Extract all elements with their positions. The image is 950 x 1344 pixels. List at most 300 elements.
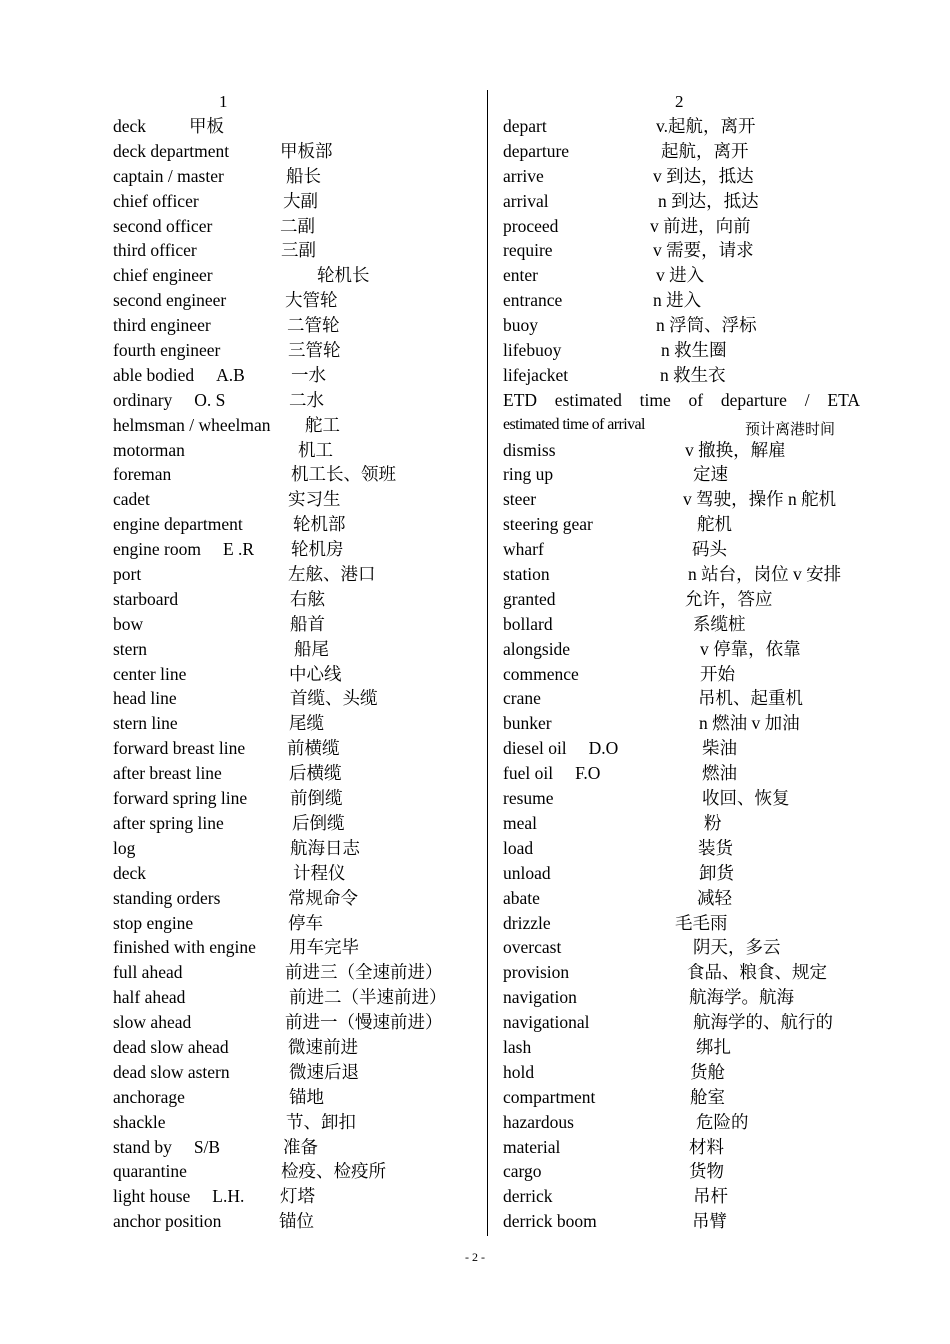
- entry-term-text: buoy: [503, 315, 538, 336]
- entry-row: [503, 288, 868, 313]
- entry-row: [503, 537, 868, 562]
- entry-term-text: stern line: [113, 713, 178, 734]
- entry-term: [503, 612, 553, 637]
- entry-term-text: third engineer: [113, 315, 211, 336]
- left-column-number: 1: [219, 92, 228, 111]
- entry-translation: 燃油: [702, 763, 737, 784]
- entry-term-text: motorman: [113, 439, 185, 460]
- entry-translation: 减轻: [697, 887, 732, 908]
- entry-translation: 航海日志: [290, 837, 360, 858]
- entry-term: [503, 189, 549, 214]
- entry-term: [113, 786, 247, 811]
- entry-translation: 柴油: [702, 738, 737, 759]
- entry-row: [503, 1035, 868, 1060]
- entry-row: [113, 662, 473, 687]
- entry-translation: 船长: [286, 165, 321, 186]
- entry-row: [503, 313, 868, 338]
- entry-translation: 吊臂: [692, 1211, 727, 1232]
- entry-translation: 前进一（慢速前进）: [285, 1012, 443, 1033]
- entry-row: [503, 1135, 868, 1160]
- entry-term-text: require: [503, 240, 553, 261]
- entry-term-text: load: [503, 837, 534, 858]
- entry-row: [113, 1135, 473, 1160]
- entry-row: [113, 338, 473, 363]
- entry-row: [503, 1060, 868, 1085]
- entry-term-text: overcast: [503, 937, 562, 958]
- entry-term: [503, 861, 551, 886]
- entry-term: [503, 1135, 560, 1160]
- entry-translation: 二管轮: [287, 315, 340, 336]
- right-column: [503, 90, 868, 1234]
- entry-term-text: anchor position: [113, 1211, 222, 1232]
- entry-row: [503, 462, 868, 487]
- entry-term: [113, 587, 178, 612]
- entry-row: [503, 761, 868, 786]
- entry-row: [113, 836, 473, 861]
- entry-term-text: cadet: [113, 489, 150, 510]
- entry-translation: 大副: [283, 190, 318, 211]
- entry-row: [503, 562, 868, 587]
- entry-translation: 前横缆: [287, 738, 340, 759]
- entry-term-text: ordinary: [113, 389, 173, 410]
- entry-translation: n 救生衣: [660, 364, 726, 385]
- entry-term: [503, 338, 561, 363]
- entry-translation: 机工: [298, 439, 333, 460]
- entry-translation: 首缆、头缆: [290, 688, 378, 709]
- entry-translation: 码头: [692, 539, 727, 560]
- entry-translation: v 需要，请求: [653, 240, 754, 261]
- entry-term: [503, 662, 579, 687]
- entry-translation: 货物: [689, 1161, 724, 1182]
- entry-term: [503, 1010, 590, 1035]
- entry-term-text: derrick: [503, 1186, 553, 1207]
- eta-term: estimated time of arrival: [503, 415, 645, 433]
- entry-row: [113, 139, 473, 164]
- entry-term-text: dismiss: [503, 439, 556, 460]
- entry-row: [503, 363, 868, 388]
- entry-row: [113, 786, 473, 811]
- entry-translation: 前进三（全速前进）: [285, 962, 443, 983]
- entry-translation: 二副: [280, 215, 315, 236]
- entry-translation: 航海学的、航行的: [693, 1012, 833, 1033]
- entry-term: [113, 1110, 165, 1135]
- entry-term: [113, 1085, 185, 1110]
- entry-row: [503, 512, 868, 537]
- entry-translation: 后倒缆: [292, 812, 345, 833]
- entry-row: [113, 438, 473, 463]
- entry-row: [503, 1184, 868, 1209]
- entry-term-text: abate: [503, 887, 540, 908]
- entry-term-text: anchorage: [113, 1086, 185, 1107]
- entry-row: [113, 512, 473, 537]
- entry-term: [503, 1184, 553, 1209]
- left-entry-list: [113, 114, 473, 1234]
- entry-translation: v 到达，抵达: [653, 165, 754, 186]
- right-column-number: 2: [675, 92, 684, 111]
- entry-row: [503, 164, 868, 189]
- entry-term: [113, 861, 146, 886]
- entry-term: [113, 886, 220, 911]
- entry-term: [113, 1135, 220, 1160]
- entry-term: [113, 1209, 221, 1234]
- entry-term-text: wharf: [503, 539, 544, 560]
- entry-term: [113, 612, 143, 637]
- entry-row: [503, 886, 868, 911]
- entry-translation: 允许，答应: [685, 588, 773, 609]
- entry-term: [113, 214, 212, 239]
- entry-row: [113, 238, 473, 263]
- entry-translation: 前倒缆: [290, 788, 343, 809]
- entry-row: [113, 811, 473, 836]
- entry-term: [113, 562, 141, 587]
- entry-translation: 吊机、起重机: [698, 688, 803, 709]
- entry-abbreviation: E .R: [222, 539, 255, 560]
- entry-term: [113, 363, 245, 388]
- entry-term-text: hazardous: [503, 1111, 574, 1132]
- entry-row: [503, 985, 868, 1010]
- entry-row: [113, 861, 473, 886]
- entry-row: [503, 139, 868, 164]
- entry-term-text: log: [113, 837, 136, 858]
- entry-term: [503, 487, 536, 512]
- entry-translation: 轮机长: [317, 265, 370, 286]
- entry-row: [503, 960, 868, 985]
- entry-row: [113, 1209, 473, 1234]
- entry-term-text: quarantine: [113, 1161, 187, 1182]
- entry-row: [503, 214, 868, 239]
- entry-term-text: able bodied: [113, 364, 195, 385]
- entry-row: [113, 487, 473, 512]
- entry-translation: n 进入: [653, 290, 702, 311]
- entry-row: [113, 1110, 473, 1135]
- entry-row: [503, 1209, 868, 1234]
- entry-term-text: compartment: [503, 1086, 596, 1107]
- etd-line: ETD estimated time of departure / ETA: [503, 389, 860, 410]
- entry-term: [113, 836, 135, 861]
- entry-translation: n 燃油 v 加油: [699, 713, 800, 734]
- entry-term: [113, 462, 171, 487]
- entry-translation: 起航，离开: [661, 140, 749, 161]
- entry-translation: 三管轮: [288, 340, 341, 361]
- entry-term: [503, 462, 553, 487]
- entry-term: [113, 487, 150, 512]
- entry-row: [113, 1060, 473, 1085]
- entry-row: [503, 686, 868, 711]
- right-entry-list-top: [503, 114, 868, 388]
- entry-term: [113, 288, 226, 313]
- entry-term: [503, 911, 551, 936]
- entry-term-text: lifebuoy: [503, 340, 562, 361]
- entry-row: [503, 338, 868, 363]
- entry-term: [503, 313, 538, 338]
- entry-abbreviation: F.O: [575, 763, 601, 784]
- entry-row: [113, 886, 473, 911]
- entry-term-text: second engineer: [113, 290, 227, 311]
- right-entry-list-bottom: [503, 438, 868, 1235]
- entry-term: [503, 1110, 574, 1135]
- entry-translation: 停车: [288, 912, 323, 933]
- entry-term-text: fourth engineer: [113, 340, 221, 361]
- entry-term-text: alongside: [503, 638, 571, 659]
- entry-row: [113, 114, 473, 139]
- entry-translation: v 前进，向前: [650, 215, 751, 236]
- entry-term-text: granted: [503, 588, 556, 609]
- eta-line: [503, 413, 868, 438]
- entry-translation: 准备: [283, 1136, 318, 1157]
- entry-translation: n 到达，抵达: [658, 190, 759, 211]
- entry-row: [503, 238, 868, 263]
- entry-row: [503, 637, 868, 662]
- column-divider: [487, 90, 488, 1236]
- entry-term-text: drizzle: [503, 912, 551, 933]
- entry-term: [113, 960, 182, 985]
- entry-row: [503, 438, 868, 463]
- entry-translation: 食品、粮食、规定: [687, 962, 827, 983]
- entry-row: [503, 662, 868, 687]
- page-number: - 2 -: [465, 1250, 485, 1264]
- entry-row: [503, 736, 868, 761]
- entry-term-text: diesel oil: [503, 738, 567, 759]
- entry-term-text: starboard: [113, 588, 179, 609]
- entry-row: [113, 686, 473, 711]
- entry-term: [503, 736, 618, 761]
- entry-term-text: forward spring line: [113, 788, 248, 809]
- entry-term: [503, 686, 541, 711]
- entry-term: [113, 985, 185, 1010]
- entry-term: [113, 338, 220, 363]
- entry-translation: 微速前进: [288, 1036, 358, 1057]
- entry-term: [503, 139, 569, 164]
- entry-term: [503, 886, 540, 911]
- left-column: [113, 90, 473, 1234]
- entry-row: [503, 114, 868, 139]
- entry-translation: 绑扎: [696, 1036, 731, 1057]
- entry-abbreviation: L.H.: [212, 1186, 245, 1207]
- entry-term-text: standing orders: [113, 887, 221, 908]
- entry-term: [113, 139, 229, 164]
- entry-row: [503, 1110, 868, 1135]
- entry-row: [113, 587, 473, 612]
- entry-row: [503, 189, 868, 214]
- entry-term-text: dead slow ahead: [113, 1036, 229, 1057]
- entry-translation: 船首: [290, 613, 325, 634]
- entry-term-text: stop engine: [113, 912, 194, 933]
- entry-row: [503, 811, 868, 836]
- entry-term-text: deck department: [113, 140, 230, 161]
- entry-row: [113, 313, 473, 338]
- entry-term-text: foreman: [113, 464, 172, 485]
- entry-row: [113, 736, 473, 761]
- entry-term-text: departure: [503, 140, 570, 161]
- entry-translation: 一水: [291, 364, 326, 385]
- entry-translation: v 停靠，依靠: [700, 638, 801, 659]
- entry-term: [113, 537, 254, 562]
- entry-term-text: station: [503, 564, 550, 585]
- entry-translation: 左舷、港口: [288, 564, 376, 585]
- entry-translation: 前进二（半速前进）: [289, 987, 447, 1008]
- entry-term: [503, 811, 537, 836]
- entry-row: [113, 214, 473, 239]
- entry-term-text: half ahead: [113, 987, 186, 1008]
- entry-term: [113, 637, 147, 662]
- entry-translation: 阴天，多云: [693, 937, 781, 958]
- entry-term: [113, 935, 256, 960]
- entry-translation: 材料: [689, 1136, 724, 1157]
- entry-term: [503, 238, 553, 263]
- entry-term: [503, 1035, 531, 1060]
- entry-term-text: commence: [503, 663, 579, 684]
- entry-translation: 大管轮: [285, 290, 338, 311]
- entry-term-text: shackle: [113, 1111, 166, 1132]
- entry-term: [113, 438, 185, 463]
- entry-term: [503, 164, 544, 189]
- entry-row: [113, 935, 473, 960]
- entry-row: [113, 189, 473, 214]
- entry-term: [503, 1085, 595, 1110]
- entry-term-text: proceed: [503, 215, 559, 236]
- entry-row: [113, 761, 473, 786]
- entry-term: [113, 711, 178, 736]
- entry-term: [503, 960, 569, 985]
- entry-term-text: lifejacket: [503, 364, 569, 385]
- entry-term-text: stern: [113, 638, 148, 659]
- entry-term-text: engine room: [113, 539, 201, 560]
- entry-term: [503, 935, 561, 960]
- entry-term: [113, 761, 222, 786]
- entry-translation: 甲板部: [280, 140, 333, 161]
- entry-term-text: deck: [113, 116, 147, 136]
- entry-term-text: after spring line: [113, 812, 224, 833]
- entry-term-text: crane: [503, 688, 541, 709]
- entry-translation: v 撤换，解雇: [685, 439, 786, 460]
- entry-term: [113, 1159, 187, 1184]
- entry-translation: n 站台，岗位 v 安排: [688, 564, 842, 585]
- entry-translation: 机工长、领班: [291, 464, 396, 485]
- entry-translation: 收回、恢复: [702, 788, 790, 809]
- entry-translation: 尾缆: [289, 713, 324, 734]
- entry-translation: 定速: [693, 464, 728, 485]
- entry-term: [503, 288, 562, 313]
- entry-term-text: helmsman / wheelman: [113, 414, 271, 435]
- entry-term-text: stand by: [113, 1136, 172, 1157]
- entry-term: [503, 1209, 597, 1234]
- entry-translation: v 驾驶，操作 n 舵机: [683, 489, 837, 510]
- entry-term-text: depart: [503, 116, 547, 136]
- entry-translation: n 浮筒、浮标: [656, 315, 757, 336]
- entry-term-text: chief officer: [113, 190, 199, 211]
- entry-translation: 后横缆: [289, 763, 342, 784]
- entry-translation: v.起航，离开: [656, 116, 756, 136]
- entry-row: [113, 911, 473, 936]
- entry-translation: 航海学。航海: [689, 987, 794, 1008]
- entry-term: [503, 587, 555, 612]
- entry-row: [503, 587, 868, 612]
- entry-term-text: meal: [503, 812, 538, 833]
- entry-term-text: provision: [503, 962, 570, 983]
- entry-term-text: captain / master: [113, 165, 224, 186]
- entry-term: [503, 637, 570, 662]
- entry-term: [503, 438, 556, 463]
- entry-term-text: cargo: [503, 1161, 542, 1182]
- entry-translation: 灯塔: [280, 1186, 315, 1207]
- entry-translation: 危险的: [696, 1111, 749, 1132]
- entry-translation: 系缆桩: [693, 613, 746, 634]
- entry-term: [113, 164, 224, 189]
- entry-row: [113, 637, 473, 662]
- entry-term: [503, 985, 577, 1010]
- entry-translation: 轮机房: [291, 539, 344, 560]
- entry-row: [503, 487, 868, 512]
- entry-translation: 右舷: [290, 588, 325, 609]
- entry-row: [113, 1035, 473, 1060]
- entry-term: [503, 114, 547, 139]
- entry-translation: 卸货: [699, 862, 734, 883]
- entry-row: [503, 861, 868, 886]
- entry-term: [113, 413, 270, 438]
- entry-term-text: fuel oil: [503, 763, 554, 784]
- entry-translation: 开始: [700, 663, 735, 684]
- entry-row: [113, 1085, 473, 1110]
- entry-term-text: bunker: [503, 713, 552, 734]
- entry-row: [113, 711, 473, 736]
- entry-row: [113, 462, 473, 487]
- entry-row: [113, 164, 473, 189]
- entry-term-text: enter: [503, 265, 538, 286]
- entry-translation: 二水: [289, 389, 324, 410]
- entry-row: [503, 263, 868, 288]
- entry-term: [503, 1159, 542, 1184]
- entry-term-text: third officer: [113, 240, 197, 261]
- entry-term: [113, 238, 197, 263]
- entry-term-text: center line: [113, 663, 187, 684]
- entry-abbreviation: A.B: [216, 364, 245, 385]
- entry-row: [113, 413, 473, 438]
- entry-term-text: entrance: [503, 290, 563, 311]
- entry-term: [503, 711, 552, 736]
- entry-term: [503, 1060, 534, 1085]
- entry-term-text: bow: [113, 613, 144, 634]
- entry-row: [113, 1159, 473, 1184]
- entry-translation: 毛毛雨: [675, 912, 728, 933]
- entry-term: [113, 313, 211, 338]
- entry-translation: 检疫、检疫所: [281, 1161, 386, 1182]
- entry-term-text: after breast line: [113, 763, 222, 784]
- entry-term-text: material: [503, 1136, 561, 1157]
- entry-row: [113, 537, 473, 562]
- entry-term-text: unload: [503, 862, 551, 883]
- entry-translation: 船尾: [294, 638, 329, 659]
- entry-term-text: steer: [503, 489, 537, 510]
- entry-translation: 装货: [698, 837, 733, 858]
- entry-translation: 节、卸扣: [286, 1111, 356, 1132]
- entry-term-text: full ahead: [113, 962, 183, 983]
- entry-term: [503, 512, 593, 537]
- entry-term: [113, 1060, 230, 1085]
- entry-row: [113, 388, 473, 413]
- entry-term-text: engine department: [113, 514, 243, 535]
- entry-translation: 常规命令: [288, 887, 358, 908]
- entry-term-text: forward breast line: [113, 738, 246, 759]
- entry-translation: 锚位: [279, 1211, 314, 1232]
- entry-translation: 轮机部: [293, 514, 346, 535]
- entry-row: [503, 1159, 868, 1184]
- entry-term: [113, 512, 243, 537]
- entry-row: [503, 711, 868, 736]
- entry-row: [113, 960, 473, 985]
- entry-translation: 吊杆: [693, 1186, 728, 1207]
- entry-term-text: light house: [113, 1186, 191, 1207]
- entry-translation: 三副: [281, 240, 316, 261]
